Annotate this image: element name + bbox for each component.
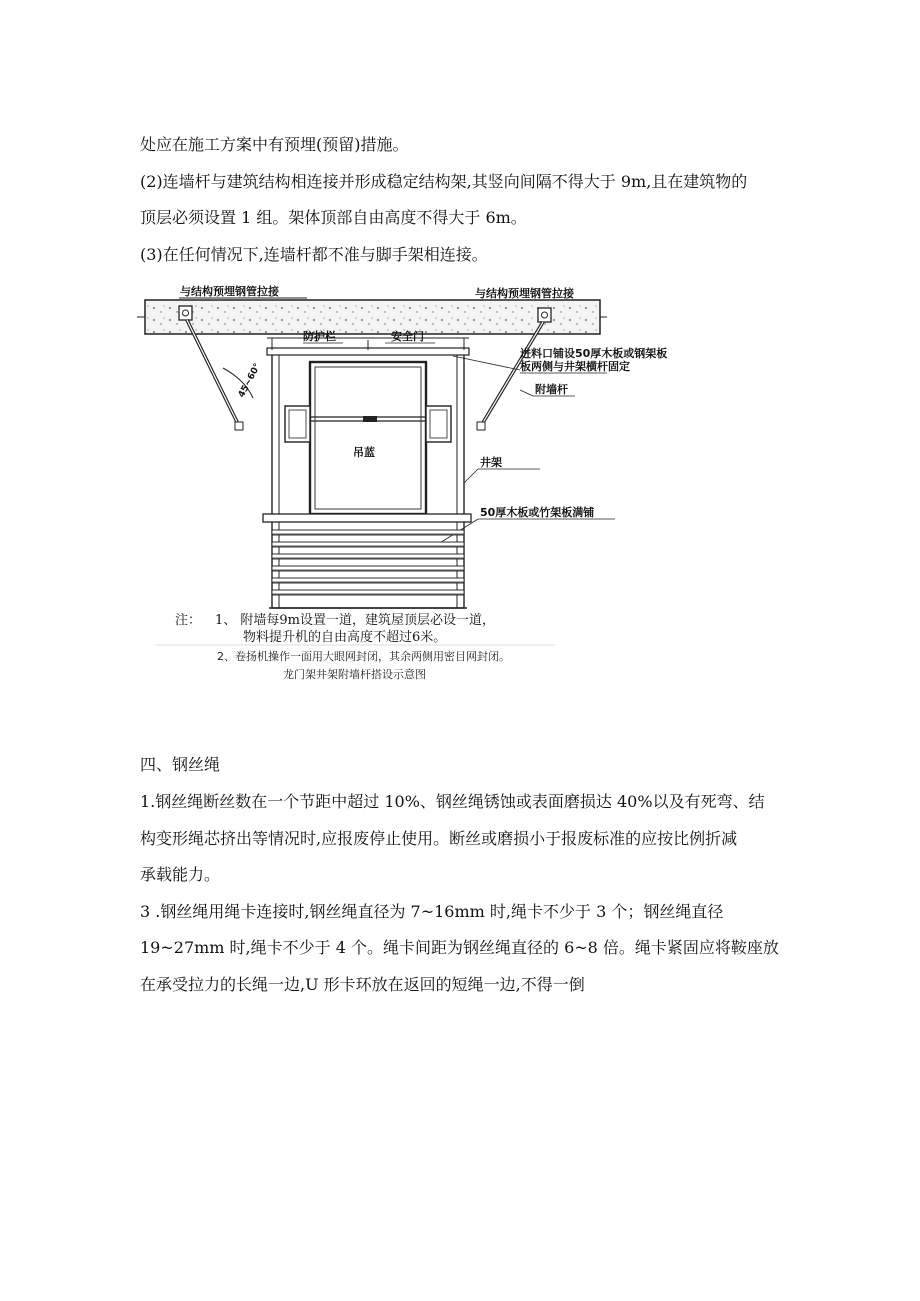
label-wall-rod: 附墙杆 (535, 383, 568, 396)
label-right-tie: 与结构预埋钢管拉接 (475, 287, 574, 300)
floor-board-top (263, 514, 471, 522)
label-safety-door: 安全门 (391, 330, 424, 343)
paragraph-line: 19~27mm 时,绳卡不少于 4 个。绳卡间距为钢丝绳直径的 6~8 倍。绳卡紧固应将鞍座放 (140, 938, 779, 957)
derrick-wall-tie-diagram (135, 268, 668, 688)
note-line-1b: 物料提升机的自由高度不超过6米。 (243, 630, 447, 645)
paragraph-line: 处应在施工方案中有预埋(预留)措施。 (140, 135, 409, 154)
embedded-anchor (538, 308, 551, 322)
label-shaft: 井架 (480, 456, 502, 469)
label-left-tie: 与结构预埋钢管拉接 (180, 285, 279, 298)
paragraph-line: 1.钢丝绳断丝数在一个节距中超过 10%、钢丝绳锈蚀或表面磨损达 40%以及有死弯、结 (140, 792, 765, 811)
label-guardrail: 防护栏 (303, 330, 336, 343)
label-basket: 吊蓝 (353, 446, 375, 459)
paragraph-line: 承载能力。 (140, 865, 221, 884)
paragraph-line: 顶层必须设置 1 组。架体顶部自由高度不得大于 6m。 (140, 208, 527, 227)
label-floor: 50厚木板或竹架板满铺 (480, 506, 595, 519)
concrete-slab (145, 300, 600, 334)
hoist-basket (310, 362, 426, 514)
embedded-anchor (179, 306, 192, 320)
paragraph-line: 在承受拉力的长绳一边,U 形卡环放在返回的短绳一边,不得一倒 (140, 975, 585, 994)
note-line-1a: 1、 附墙每9m设置一道，建筑屋顶层必设一道， (215, 613, 496, 628)
figure-caption: 龙门架井架附墙杆搭设示意图 (283, 668, 426, 681)
paragraph-line: (3)在任何情况下,连墙杆都不准与脚手架相连接。 (140, 245, 488, 264)
note-prefix: 注： (175, 613, 202, 628)
label-entry-2: 板两侧与井架横杆固定 (520, 360, 630, 373)
label-angle: 45~60° (236, 361, 264, 400)
paragraph-line: (2)连墙杆与建筑结构相连接并形成稳定结构架,其竖向间隔不得大于 9m,且在建筑物的 (140, 172, 748, 191)
paragraph-line: 构变形绳芯挤出等情况时,应报废停止使用。断丝或磨损小于报废标准的应按比例折减 (140, 829, 738, 848)
label-entry-1: 进料口铺设50厚木板或钢架板 (520, 347, 668, 360)
section-heading: 四、钢丝绳 (140, 755, 221, 774)
diagram-figure (135, 268, 668, 688)
paragraph-line: 3 .钢丝绳用绳卡连接时,钢丝绳直径为 7~16mm 时,绳卡不少于 3 个；钢丝绳直径 (140, 902, 724, 921)
note-line-2: 2、卷扬机操作一面用大眼网封闭，其余两侧用密目网封闭。 (217, 650, 510, 663)
